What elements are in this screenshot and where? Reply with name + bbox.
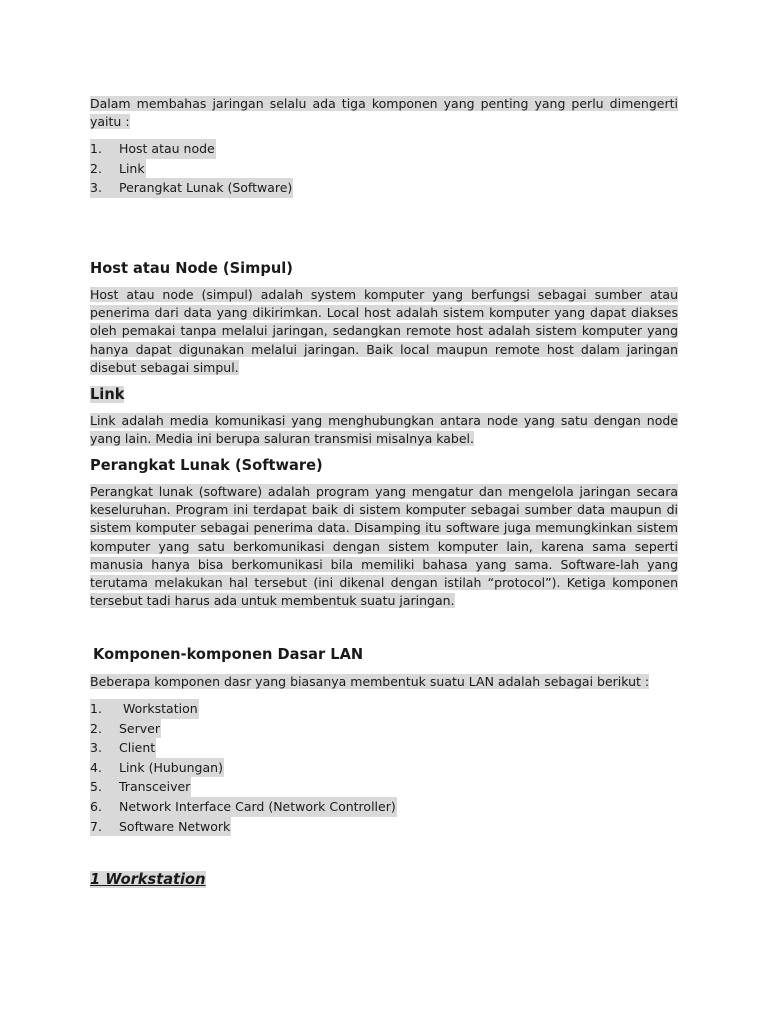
section-heading-software: Perangkat Lunak (Software) <box>90 457 323 474</box>
section-body-software: Perangkat lunak (software) adalah program yang mengatur dan mengelola jaringan secara keseluruhan. Program ini terdapat baik di sistem komputer sebagai sumber data maupun di sistem komputer sebagai penerima data. Disamping itu software juga memungkinkan sistem komputer yang satu berkomunikasi dengan sistem komputer lain, karena sama seperti manusia hanya bisa berkomunikasi bila memiliki bahasa yang sama. Software-lah yang terutama melakukan hal tersebut (ini dikenal dengan istilah “protocol”). Ketiga komponen tersebut tadi harus ada untuk membentuk suatu jaringan. <box>90 484 678 609</box>
section-body-link: Link adalah media komunikasi yang menghubungkan antara node yang satu dengan node yang lain. Media ini berupa saluran transmisi misalnya kabel. <box>90 413 678 447</box>
list-item-label: Link <box>119 159 146 179</box>
list-item-number: 2. <box>90 719 119 739</box>
list-item <box>90 178 293 198</box>
list-item-number: 7. <box>90 817 119 837</box>
list-item <box>90 797 397 817</box>
list-item-number: 6. <box>90 797 119 817</box>
list-item-number: 4. <box>90 758 119 778</box>
intro-paragraph <box>90 95 678 131</box>
list-item-number: 5. <box>90 777 119 797</box>
list-item-label: Network Interface Card (Network Controller) <box>119 797 397 817</box>
list-item <box>90 738 397 758</box>
list-item-number: 1. <box>90 139 119 159</box>
list-item-label: Software Network <box>119 817 231 837</box>
components-list <box>90 139 293 198</box>
list-item-label: Host atau node <box>119 139 216 159</box>
list-item <box>90 817 397 837</box>
list-item-number: 3. <box>90 738 119 758</box>
list-item-number: 3. <box>90 178 119 198</box>
section-heading-host: Host atau Node (Simpul) <box>90 260 293 277</box>
list-item-label: Transceiver <box>119 777 191 797</box>
list-item-label: Server <box>119 719 161 739</box>
list-item-label: Link (Hubungan) <box>119 758 224 778</box>
list-item-label: Client <box>119 738 156 758</box>
list-item-number: 2. <box>90 159 119 179</box>
list-item-number: 1. <box>90 699 119 719</box>
section-heading-lan: Komponen-komponen Dasar LAN <box>93 646 364 663</box>
list-item <box>90 719 397 739</box>
list-item <box>90 758 397 778</box>
section-heading-link: Link <box>90 386 125 403</box>
list-item-label: Workstation <box>119 699 199 719</box>
list-item <box>90 139 293 159</box>
list-item <box>90 699 397 719</box>
list-item <box>90 159 293 179</box>
section-body-lan: Beberapa komponen dasr yang biasanya membentuk suatu LAN adalah sebagai berikut : <box>90 674 650 689</box>
section-body-host: Host atau node (simpul) adalah system komputer yang berfungsi sebagai sumber atau penerima dari data yang dikirimkan. Local host adalah sistem komputer yang dapat diakses oleh pemakai tanpa melalui jaringan, sedangkan remote host adalah sistem komputer yang hanya dapat digunakan melalui jaringan. Baik local maupun remote host dalam jaringan disebut sebagai simpul. <box>90 287 678 375</box>
list-item <box>90 777 397 797</box>
list-item-label: Perangkat Lunak (Software) <box>119 178 293 198</box>
lan-components-list <box>90 699 397 836</box>
intro-text: Dalam membahas jaringan selalu ada tiga komponen yang penting yang perlu dimengerti yaitu : <box>90 96 678 130</box>
section-heading-workstation: 1 Workstation <box>90 871 206 888</box>
